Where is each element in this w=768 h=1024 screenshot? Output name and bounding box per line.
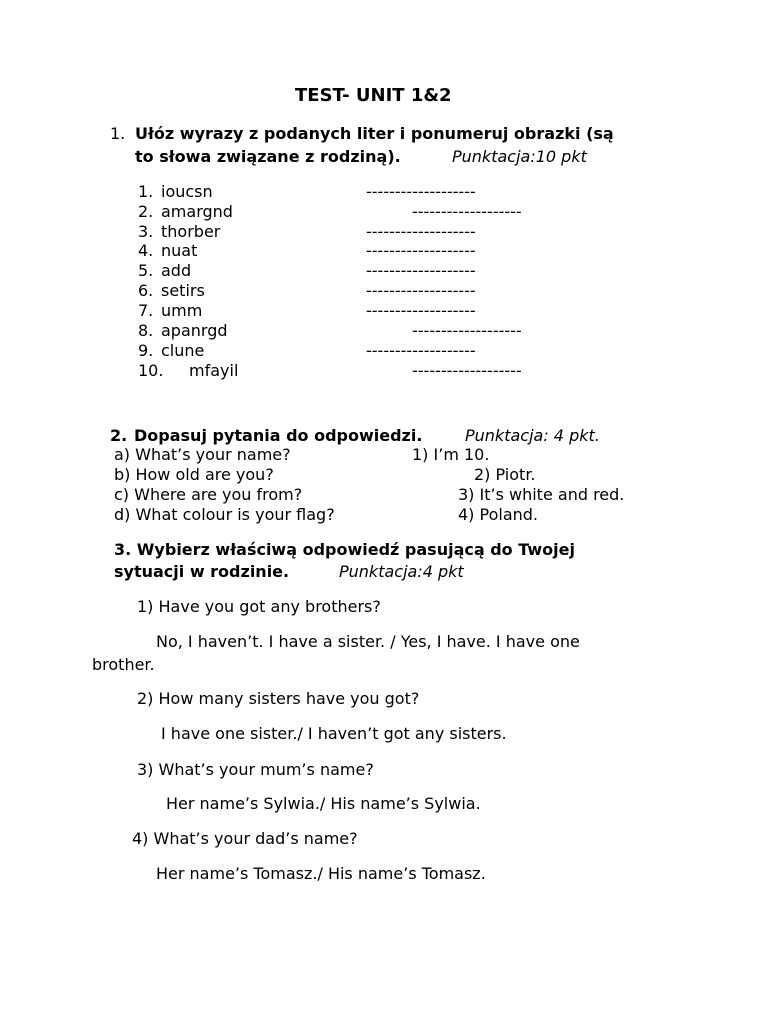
question-1: 1) Have you got any brothers? [137, 597, 381, 616]
list-item-word: mfayil [189, 361, 239, 380]
task2-points: Punktacja: 4 pkt. [465, 426, 600, 445]
answer-item: 1) I’m 10. [412, 445, 490, 464]
list-item-number: 7. [138, 301, 154, 320]
answer-blank: ------------------- [412, 321, 522, 340]
task1-heading-line1: Ułóz wyrazy z podanych liter i ponumeruj obrazki (są [135, 124, 614, 143]
list-item-word: clune [161, 341, 205, 360]
question-item: b) How old are you? [114, 465, 274, 484]
answer-blank: ------------------- [412, 202, 522, 221]
task1-heading-line2: to słowa związane z rodziną). [135, 147, 401, 166]
answer-blank: ------------------- [366, 222, 476, 241]
answer-blank: ------------------- [366, 341, 476, 360]
list-item-word: amargnd [161, 202, 233, 221]
question-3: 3) What’s your mum’s name? [137, 760, 374, 779]
list-item-word: umm [161, 301, 203, 320]
task2-number: 2. [110, 426, 128, 445]
answer-2: I have one sister./ I haven’t got any sisters. [161, 724, 507, 743]
list-item-number: 10. [138, 361, 164, 380]
list-item-word: setirs [161, 281, 205, 300]
answer-item: 2) Piotr. [474, 465, 536, 484]
list-item-word: nuat [161, 241, 198, 260]
answer-item: 3) It’s white and red. [458, 485, 625, 504]
question-item: c) Where are you from? [114, 485, 303, 504]
answer-blank: ------------------- [366, 241, 476, 260]
list-item-word: add [161, 261, 192, 280]
list-item-number: 1. [138, 182, 154, 201]
answer-blank: ------------------- [366, 182, 476, 201]
page-title: TEST- UNIT 1&2 [295, 85, 452, 106]
list-item-word: apanrgd [161, 321, 228, 340]
answer-4: Her name’s Tomasz./ His name’s Tomasz. [156, 864, 486, 883]
answer-1-line1: No, I haven’t. I have a sister. / Yes, I have. I have one [156, 632, 580, 651]
task3-points: Punktacja:4 pkt [339, 562, 464, 581]
question-4: 4) What’s your dad’s name? [132, 829, 358, 848]
list-item-word: ioucsn [161, 182, 213, 201]
task3-heading-line2: sytuacji w rodzinie. [114, 562, 290, 581]
answer-blank: ------------------- [366, 301, 476, 320]
task1-points: Punktacja:10 pkt [452, 147, 587, 166]
question-2: 2) How many sisters have you got? [137, 689, 420, 708]
question-item: d) What colour is your flag? [114, 505, 335, 524]
list-item-number: 4. [138, 241, 154, 260]
list-item-word: thorber [161, 222, 221, 241]
question-item: a) What’s your name? [114, 445, 291, 464]
list-item-number: 5. [138, 261, 154, 280]
task1-number: 1. [110, 124, 126, 143]
answer-blank: ------------------- [412, 361, 522, 380]
list-item-number: 8. [138, 321, 154, 340]
answer-blank: ------------------- [366, 281, 476, 300]
list-item-number: 3. [138, 222, 154, 241]
list-item-number: 2. [138, 202, 154, 221]
answer-1-line2: brother. [92, 655, 155, 674]
list-item-number: 9. [138, 341, 154, 360]
answer-blank: ------------------- [366, 261, 476, 280]
task2-heading: Dopasuj pytania do odpowiedzi. [134, 426, 423, 445]
answer-3: Her name’s Sylwia./ His name’s Sylwia. [166, 794, 481, 813]
task3-heading-line1: 3. Wybierz właściwą odpowiedź pasującą do Twojej [114, 540, 575, 559]
list-item-number: 6. [138, 281, 154, 300]
answer-item: 4) Poland. [458, 505, 539, 524]
